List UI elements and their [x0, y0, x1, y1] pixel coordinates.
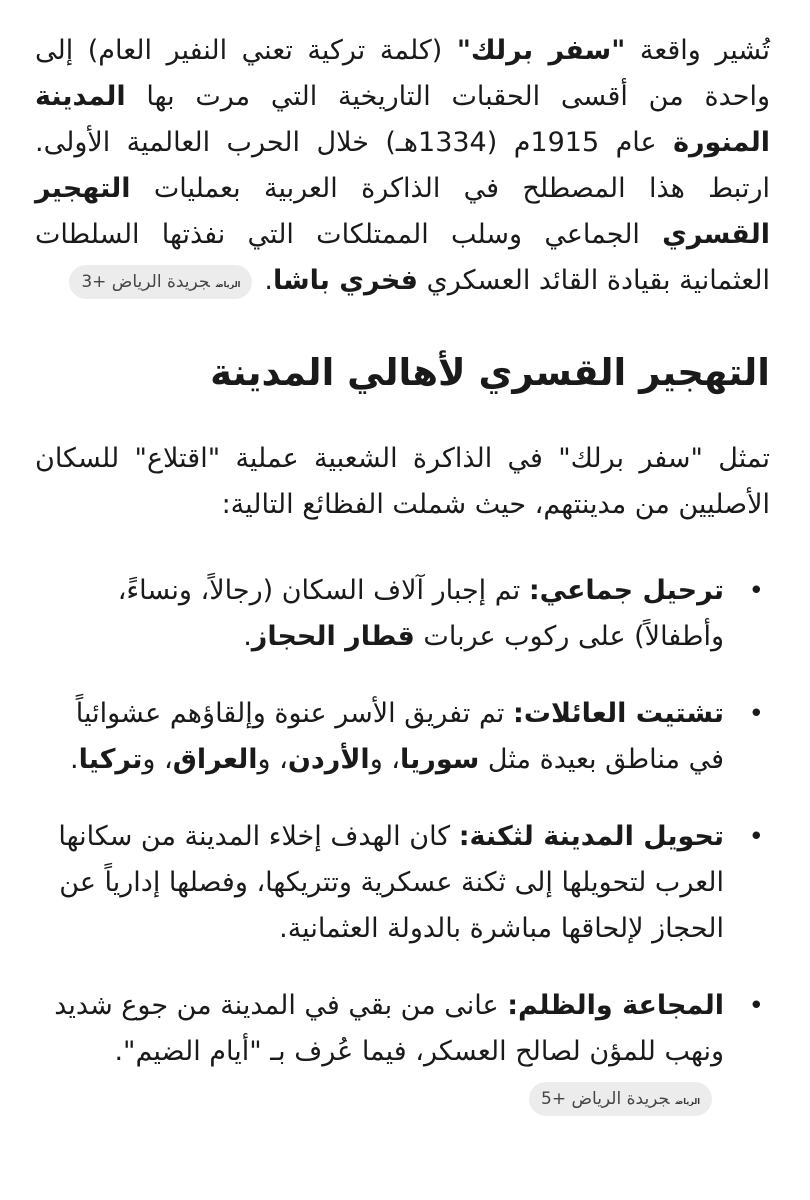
- text-span: .: [243, 621, 252, 652]
- text-span: .: [69, 744, 79, 775]
- item-title: المجاعة والظلم:: [507, 990, 724, 1021]
- list-item: [35, 814, 770, 952]
- bullet-icon: •: [748, 991, 764, 1021]
- bold-term: سوريا: [400, 744, 480, 775]
- bullet-icon: •: [748, 576, 764, 606]
- section-heading: التهجير القسري لأهالي المدينة: [210, 351, 770, 394]
- bold-term: "سفر برلك": [456, 35, 626, 66]
- bold-term: تركيا: [78, 744, 143, 775]
- text-span: (كلمة تركية تعني النفير العام) إلى واحدة من أقسى الحقبات التاريخية التي مرت بها: [35, 35, 770, 112]
- item-title: تشتيت العائلات:: [513, 698, 724, 729]
- bold-term: التهجير القسري: [35, 173, 770, 250]
- item-title: تحويل المدينة لثكنة:: [458, 821, 724, 852]
- list-item: [35, 568, 770, 660]
- newspaper-logo-icon: الرياض: [675, 1096, 700, 1106]
- bold-term: قطار الحجاز: [251, 621, 415, 652]
- bold-term: العراق: [172, 744, 258, 775]
- bold-term: فخري باشا: [272, 265, 418, 296]
- text-span: تُشير واقعة: [625, 35, 770, 66]
- text-span: ، و: [142, 744, 173, 775]
- item-title: ترحيل جماعي:: [528, 575, 724, 606]
- newspaper-logo-icon: الرياض: [215, 279, 241, 289]
- bold-term: الأردن: [287, 744, 370, 775]
- text-span: الجماعي وسلب الممتلكات التي نفذتها السلطات العثمانية بقيادة القائد العسكري: [35, 219, 770, 296]
- section-intro: تمثل "سفر برلك" في الذاكرة الشعبية عملية "اقتلاع" للسكان الأصليين من مدينتهم، حيث شملت الفظائع التالية:: [35, 443, 770, 520]
- text-span: عام 1915م (1334هـ) خلال الحرب العالمية الأولى. ارتبط هذا المصطلح في الذاكرة العربية بعمليات: [35, 127, 770, 204]
- bullet-icon: •: [748, 822, 764, 852]
- atrocities-list: [35, 568, 770, 1121]
- text-span: عانى من بقي في المدينة من جوع شديد ونهب للمؤن لصالح العسكر، فيما عُرف بـ "أيام الضيم".: [54, 990, 724, 1067]
- bold-term: المدينة المنورة: [35, 81, 771, 158]
- article-content: [35, 28, 770, 1152]
- list-item: [35, 691, 770, 783]
- text-span: ، و: [257, 744, 288, 775]
- text-span: تم تفريق الأسر عنوة وإلقاؤهم عشوائياً في مناطق بعيدة مثل: [75, 698, 724, 775]
- text-span: كان الهدف إخلاء المدينة من سكانها العرب لتحويلها إلى ثكنة عسكرية وتتريكها، وفصلها إدارياً عن الحجاز لإلحاقها مباشرة بالدولة العثمانية.: [58, 821, 724, 944]
- source-chip[interactable]: [529, 1082, 712, 1116]
- bullet-icon: •: [748, 699, 764, 729]
- text-span: .: [264, 265, 273, 296]
- intro-paragraph: [35, 28, 770, 304]
- source-chip[interactable]: [69, 265, 252, 299]
- text-span: تم إجبار آلاف السكان (رجالاً، ونساءً، وأطفالاً) على ركوب عربات: [117, 575, 724, 652]
- text-span: ، و: [369, 744, 401, 775]
- list-item: [35, 983, 770, 1121]
- source-label: جريدة الرياض +3: [81, 271, 210, 292]
- source-label: جريدة الرياض +5: [540, 1088, 670, 1109]
